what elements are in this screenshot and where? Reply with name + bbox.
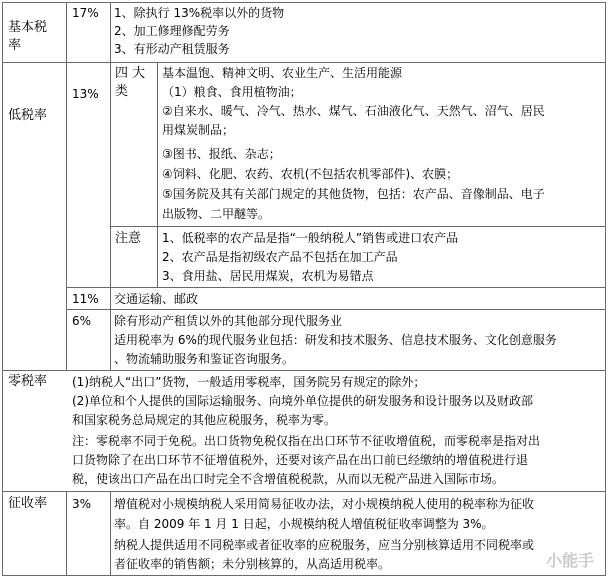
standard-item-2: 2、加工修理修配劳务 [114, 24, 230, 38]
row-divider-standard [2, 62, 606, 63]
col-divider-label-levy [66, 491, 67, 576]
category-item: ④饲料、化肥、农药、农机(不包括农机零部件)、农膜； [162, 167, 459, 181]
zero-note-line: 税，使该出口产品在出口时完全不含增值税税款，从而以无税产品进入国际市场。 [72, 472, 505, 486]
rate-6-value: 6% [72, 314, 92, 328]
rate-13-value: 13% [72, 87, 99, 101]
category-label-2: 类 [115, 84, 129, 99]
zero-line: 和国家税务总局规定的其他应税服务，税率为零。 [72, 413, 337, 427]
category-item: （1）粮食、食用植物油； [162, 85, 302, 99]
note-item: 1、低税率的农产品是指“一般纳税人”销售或进口农产品 [162, 231, 459, 245]
rate-6-line: 除有形动产租赁以外的其他部分现代服务业 [114, 314, 343, 328]
category-item: 基本温饱、精神文明、农业生产、生活用能源 [162, 66, 403, 80]
divider-11 [66, 287, 606, 288]
levy-line: 者征收率的销售额；未分别核算的，从高适用税率。 [114, 557, 391, 571]
zero-line: (2)单位和个人提供的国际运输服务、向境外单位提供的研发服务和设计服务以及财政部 [72, 394, 534, 408]
category-label-1: 四 大 [115, 66, 146, 81]
rate-6-line: 适用税率为 6%的现代服务业包括：研发和技术服务、信息技术服务、文化创意服务 [114, 333, 557, 347]
table-bottom-border [2, 575, 606, 576]
col-divider-label [66, 2, 67, 370]
standard-rate-value: 17% [72, 6, 99, 20]
divider-6 [66, 309, 606, 310]
levy-line: 纳税人提供适用不同税率或者征收率的应税服务，应当分别核算适用不同税率或 [114, 538, 535, 552]
notes-label: 注意 [115, 231, 142, 246]
category-item: ③图书、报纸、杂志； [162, 147, 281, 161]
col-divider-category [157, 62, 158, 287]
zero-line: (1)纳税人“出口”货物，一般适用零税率，国务院另有规定的除外； [72, 375, 426, 389]
rate-6-line: 、物流辅助服务和鉴证咨询服务。 [114, 352, 295, 366]
zero-note-line: 口货物除了在出口环节不征增值税外，还要对该产品在出口前已经缴纳的增值税进行退 [72, 453, 529, 467]
note-item: 3、食用盐、居民用煤炭，农机为易错点 [162, 269, 374, 283]
note-item: 2、农产品是指初级农产品不包括在加工产品 [162, 250, 398, 264]
row-divider-zero [2, 370, 606, 371]
rate-11-value: 11% [72, 292, 99, 306]
levy-rate-label: 征收率 [8, 496, 48, 511]
category-item: 出版物、二甲醚等。 [162, 207, 271, 221]
col-divider-rate [110, 2, 111, 370]
zero-note-line: 注：零税率不同于免税。出口货物免税仅指在出口环节不征收增值税，而零税率是指对出 [72, 434, 541, 448]
divider-notes [110, 226, 606, 227]
levy-line: 增值税对小规模纳税人采用简易征收办法，对小规模纳税人使用的税率称为征收 [114, 497, 535, 511]
row-divider-levy [2, 491, 606, 492]
standard-item-1: 1、除执行 13%税率以外的货物 [114, 6, 285, 20]
rate-11-text: 交通运输、邮政 [114, 292, 199, 306]
zero-rate-label: 零税率 [8, 374, 48, 389]
category-item: ⑤国务院及其有关部门规定的其他货物，包括：农产品、音像制品、电子 [162, 187, 545, 201]
standard-item-3: 3、有形动产租赁服务 [114, 42, 230, 56]
category-item: 用煤炭制品； [162, 123, 235, 137]
category-item: ②自来水、暖气、冷气、热水、煤气、石油液化气、天然气、沼气、居民 [162, 104, 545, 118]
levy-line: 率。自 2009 年 1 月 1 日起，小规模纳税人增值税征收率调整为 3%。 [114, 517, 494, 531]
table-left-border [2, 2, 3, 576]
table-top-border [2, 2, 606, 3]
low-rate-label: 低税率 [8, 108, 48, 123]
standard-rate-label-1: 基本税 [8, 20, 48, 35]
watermark: 小能手 [545, 551, 594, 570]
table-right-border [605, 2, 606, 576]
col-divider-rate-levy [110, 491, 111, 576]
levy-rate-value: 3% [72, 497, 92, 511]
standard-rate-label-2: 率 [8, 38, 22, 53]
